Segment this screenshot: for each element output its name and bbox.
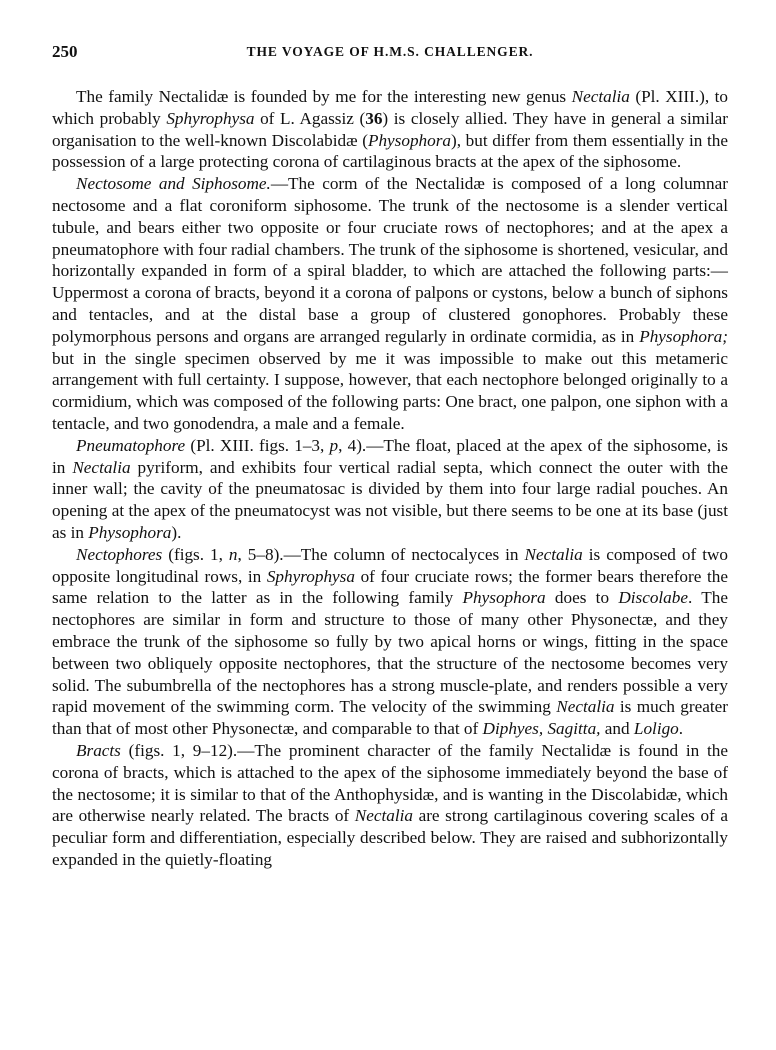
text-run: (Pl. XIII. figs. 1–3, [185,435,330,455]
text-run: (figs. 1, [162,544,229,564]
text-run: (figs. 1, 9–12).—The prominent character of the family Nectalidæ is found in the corona of bracts, which is attached to the apex of the siphosome immediately beyond the base of the nectosome; it is similar to that of the Anthophysidæ, and is wanting in the Discolabidæ, which are otherwise nearly related. The bracts of [52,740,728,826]
text-run: —The corm of the Nectalidæ is composed of a long columnar nectosome and a flat coroniform siphosome. The trunk of the nectosome is a slender vertical tubule, and bears either two opposite or four cruciate rows of nectophores; and at the apex a pneumatophore with four radial chambers. The trunk of the siphosome is shortened, vesicular, and horizontally expanded in form of a spiral bladder, to which are attached the following parts:—Uppermost a corona of bracts, beyond it a corona of palpons or cystons, below a bunch of siphons and tentacles, and at the distal base a group of clustered gonophores. Probably these polymorphous persons and organs are arranged regularly in ordinate cormidia, as in [52,174,728,346]
text-run: are strong cartilaginous covering scales of a peculiar form and differentiation, especially described below. They are raised and subhorizontally expanded in the quietly-floating [52,806,728,869]
text-run: of four cruciate rows; the former bears therefore the same relation to the latter as in the following family [52,566,728,608]
body-text [52,86,728,871]
italic-run: Diphyes, Sagitta, [482,719,601,739]
italic-run: Bracts [76,740,121,760]
italic-run: p [329,435,339,455]
italic-run: Physophora [88,522,172,542]
text-run: is much greater than that of most other Physonectæ, and comparable to that of [52,697,728,739]
text-run: ), but differ from them essentially in the possession of a large protecting corona of cartilaginous bracts at the apex of the siphosome. [52,130,728,172]
reference-number: 36 [365,108,383,128]
book-page [52,40,728,871]
paragraph-intro [52,86,728,173]
italic-run: Nectophores [76,544,163,564]
text-run: The family Nectalidæ is founded by me for the interesting new genus [76,87,572,106]
text-run: , 5–8).—The column of nectocalyces in [237,544,525,564]
text-run: . The nectophores are similar in form and structure to those of many other Physonectæ, and they embrace the trunk of the siphosome so fully by two apical horns or wings, fitting in the space between two obliquely opposite nectophores, that the structure of the nectosome becomes very solid. The subumbrella of the nectophores has a strong muscle-plate, and renders possible a very rapid movement of the swimming corm. The velocity of the swimming [52,588,728,717]
italic-run: Nectalia [556,697,615,717]
italic-run: Pneumatophore [76,435,186,455]
paragraph-nectophores [52,544,728,740]
text-run: (Pl. XIII.), to which probably [52,87,729,128]
text-run: ). [171,522,182,542]
italic-run: n [228,544,238,564]
text-run: but in the single specimen observed by me it was impossible to make out this metameric arrangement with full certainty. I suppose, however, that each nectophore belonged originally to a cormidium, which was composed of the following parts: One bract, one palpon, one siphon with a tentacle, and two gonodendra, a male and a female. [52,348,728,433]
text-run: of L. Agassiz ( [254,108,366,128]
text-run: . [678,719,684,739]
text-run: , 4).—The float, placed at the apex of the siphosome, is in [52,435,728,477]
running-title: THE VOYAGE OF H.M.S. CHALLENGER. [246,44,534,59]
italic-run: Nectalia [72,457,131,477]
italic-run: Discolabe [618,588,689,608]
italic-run: Physophora [367,130,452,150]
paragraph-pneumatophore [52,435,728,544]
italic-run: Physophora; [639,326,728,346]
italic-run: Nectalia [354,806,413,826]
paragraph-bracts [52,740,728,871]
running-head [52,40,728,64]
italic-run: Sphyrophysa [266,566,355,586]
text-run: is composed of two opposite longitudinal rows, in [52,544,728,586]
italic-run: Nectalia [571,87,630,106]
text-run: and [600,719,634,739]
italic-run: Sphyrophysa [166,108,255,128]
text-run: ) is closely allied. They have in general a similar organisation to the well-known Discolabidæ ( [52,108,728,150]
italic-run: Nectalia [524,544,583,564]
page-number: 250 [52,42,78,61]
italic-run: Loligo [633,719,679,739]
text-run: pyriform, and exhibits four vertical radial septa, which connect the outer with the inner wall; the cavity of the pneumatosac is divided by them into four large radial pouches. An opening at the apex of the pneumatocyst was not visible, but there seems to be one at its base (just as in [52,457,728,542]
text-run: does to [545,588,619,608]
italic-run: Physophora [462,588,546,608]
italic-run: Nectosome and Siphosome. [76,174,271,194]
paragraph-nectosome-and-siphosome [52,173,728,435]
